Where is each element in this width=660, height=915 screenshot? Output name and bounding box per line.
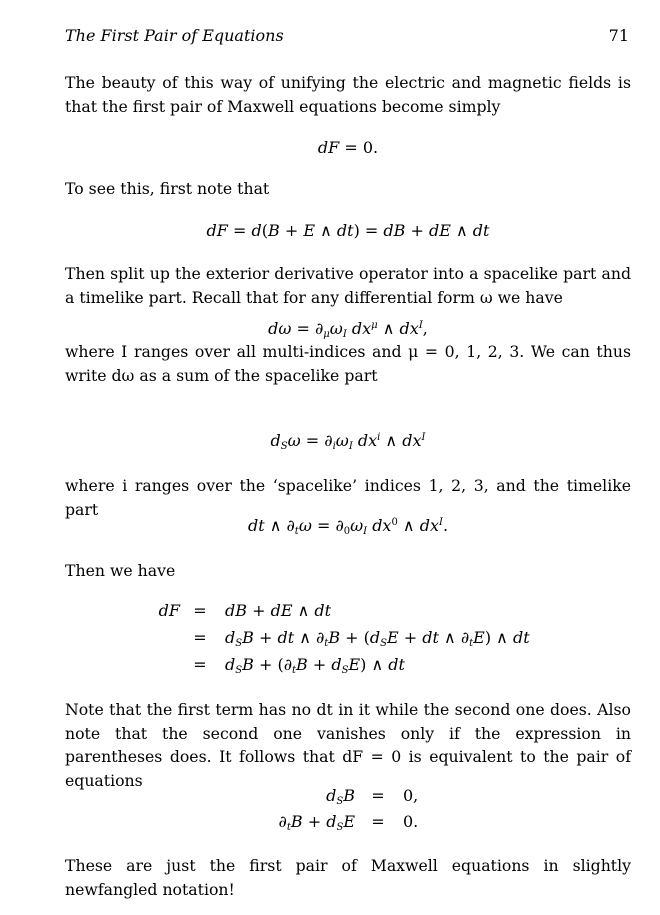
running-head	[65, 24, 629, 48]
paragraph-then-we-have: Then we have	[65, 561, 176, 580]
equation-timelike-part: dt ∧ $\partial_t\omega = \partial_0\omega_I$ $dx^0$ ∧ $dx^I$.	[247, 516, 449, 537]
paragraph-timelike: where i ranges over the ‘spacelike’ indices 1, 2, 3, and the timelike part	[65, 476, 631, 519]
paragraph-note: Note that the first term has no dt in it while the second one does. Also note that the second one vanishes only if the expression in parentheses does. It follows that dF = 0 is equivalent to the pair of equations	[65, 700, 631, 790]
paragraph-split: Then split up the exterior derivative operator into a spacelike part and a timelike part. Recall that for any differential form ω we have	[65, 264, 631, 307]
equation-df-expansion: dF = d(B + E ∧ dt) = dB + dE ∧ dt	[206, 221, 490, 240]
page-number: 71	[608, 26, 629, 45]
paragraph-multi-indices: where I ranges over all multi-indices and μ = 0, 1, 2, 3. We can thus write dω as a sum of the spacelike part	[65, 342, 631, 385]
equation-exterior-derivative: $d\omega = \partial_\mu\omega_I$ $dx^\mu$ ∧ $dx^I$,	[268, 319, 428, 340]
paragraph-intro: The beauty of this way of unifying the electric and magnetic fields is that the first pair of Maxwell equations become simply	[65, 73, 631, 116]
book-page: The First Pair of Equations 71 The beauty of this way of unifying the electric and magnetic fields is that the first pair of Maxwell equations become simply dF = 0. To see this, first note that dF = d(B + E ∧ dt) = dB + dE ∧ dt Then split up the exterior derivative operator into a spacelike part and a timelike part. Recall that for any differential form ω we have $d\omega = \partial_\mu\omega_I$ $dx^\mu$ ∧ $dx^I$, where I ranges over all multi-indices and μ = 0, 1, 2, 3. We can thus write dω as a sum of the spacelike part $d_S\omega = \partial_i\omega_I$ $dx^i$ ∧ $dx^I$ where i ranges over the ‘spacelike’ indices 1, 2, 3, and the timelike part dt ∧ $\partial_t\omega = \partial_0\omega_I$ $dx^0$ ∧ $dx^I$. Then we have dF = dB + dE ∧ dt = $d_SB$ + dt ∧ $\partial_tB + (d_SE$ + dt ∧ $\partial_tE$) ∧ dt = $d_SB + (\partial_tB + d_SE)$ ∧ dt Note that the first term has no dt in it while the second one does. Also note that the second one vanishes only if the expression in parentheses does. It follows that dF = 0 is equivalent to the pair of equations $d_SB$ = 0, $\partial_tB + d_SE$ = 0. These are just the first pair of Maxwell equations in slightly newfangled notation!	[0, 0, 660, 915]
equation-spacelike-part: $d_S\omega = \partial_i\omega_I$ $dx^i$ ∧ $dx^I$	[270, 431, 426, 452]
paragraph-conclusion: These are just the first pair of Maxwell equations in slightly newfangled notation!	[65, 856, 631, 899]
paragraph-to-see: To see this, first note that	[65, 179, 270, 198]
equation-df-zero: dF = 0.	[317, 138, 379, 157]
running-title: The First Pair of Equations	[65, 26, 284, 45]
